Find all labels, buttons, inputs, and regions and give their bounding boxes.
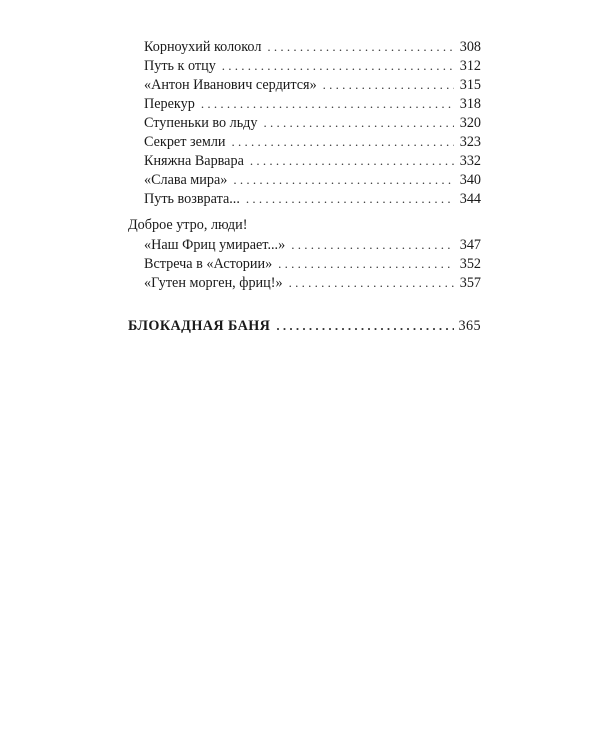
toc-entry — [128, 235, 481, 254]
toc-entry-title: Встреча в «Астории» — [144, 256, 273, 272]
toc-entry-title: Княжна Варвара — [144, 153, 244, 169]
toc-entry — [128, 113, 481, 132]
toc-entry-page: 320 — [459, 115, 481, 131]
toc-entry-page: 332 — [459, 153, 481, 169]
toc-entry-title: «Наш Фриц умирает...» — [144, 237, 286, 253]
toc-entry — [128, 189, 481, 208]
toc-entry-page: 344 — [459, 191, 481, 207]
toc-entry-page: 318 — [459, 96, 481, 112]
toc-entry-title: «Антон Иванович сердится» — [144, 77, 317, 93]
toc-entry — [128, 56, 481, 75]
toc-entry-page: 312 — [459, 58, 481, 74]
toc-entry — [128, 94, 481, 113]
dot-leader — [278, 254, 454, 273]
dot-leader — [291, 235, 454, 254]
toc-entry-page: 315 — [459, 77, 481, 93]
toc-entry-title: Путь возврата... — [144, 191, 240, 207]
toc-entry — [128, 151, 481, 170]
toc-entry-title: «Гутен морген, фриц!» — [144, 275, 283, 291]
dot-leader — [267, 37, 454, 56]
toc-major-title: БЛОКАДНАЯ БАНЯ — [128, 318, 271, 334]
toc-entry — [128, 254, 481, 273]
dot-leader — [250, 151, 454, 170]
toc-entry-page: 323 — [459, 134, 481, 150]
table-of-contents — [128, 37, 481, 335]
dot-leader — [222, 56, 454, 75]
toc-entry-title: Путь к отцу — [144, 58, 216, 74]
toc-major-entry — [128, 316, 481, 335]
toc-entry-page: 340 — [459, 172, 481, 188]
dot-leader — [233, 170, 454, 189]
dot-leader — [323, 75, 454, 94]
toc-entry — [128, 170, 481, 189]
toc-entry — [128, 37, 481, 56]
toc-entry-page: 347 — [459, 237, 481, 253]
toc-major-page: 365 — [458, 318, 481, 334]
dot-leader — [246, 189, 454, 208]
toc-entry-page: 352 — [459, 256, 481, 272]
dot-leader — [232, 132, 454, 151]
toc-entry-title: Секрет земли — [144, 134, 226, 150]
dot-leader — [263, 113, 454, 132]
toc-entry-title: Ступеньки во льду — [144, 115, 258, 131]
toc-entry — [128, 273, 481, 292]
dot-leader — [201, 94, 454, 113]
toc-entry-title: «Слава мира» — [144, 172, 228, 188]
toc-entry — [128, 75, 481, 94]
toc-entry-title: Перекур — [144, 96, 195, 112]
toc-entry-title: Корноухий колокол — [144, 39, 262, 55]
toc-entry-page: 357 — [459, 275, 481, 291]
dot-leader — [289, 273, 454, 292]
toc-section-heading: Доброе утро, люди! — [128, 217, 248, 233]
toc-entry — [128, 132, 481, 151]
toc-entry-page: 308 — [459, 39, 481, 55]
dot-leader — [276, 316, 454, 335]
